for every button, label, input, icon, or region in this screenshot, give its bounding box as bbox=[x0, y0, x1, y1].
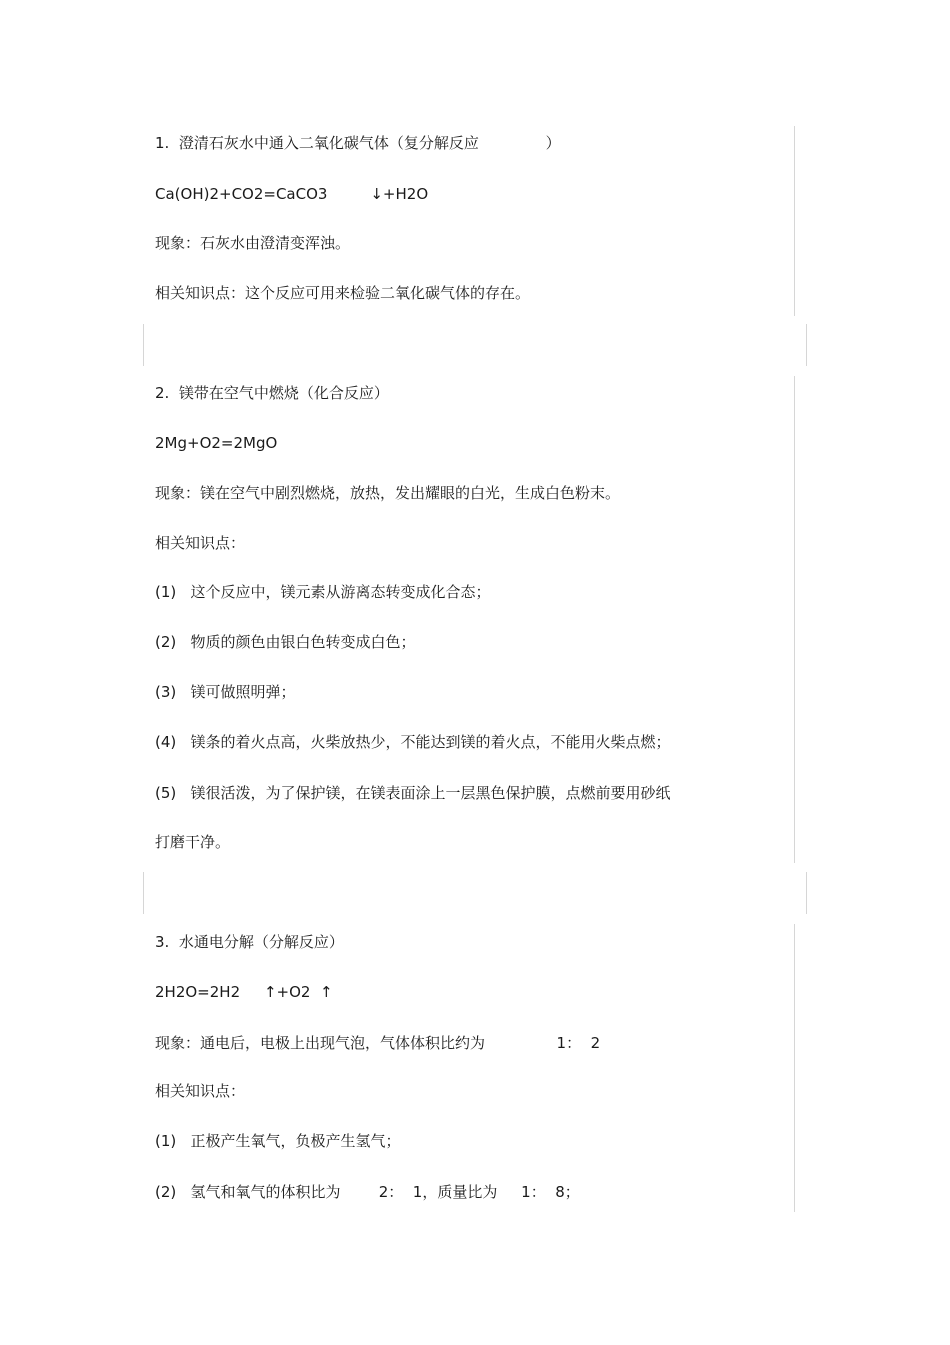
section-heading: 3. 水通电分解（分解反应） bbox=[155, 933, 344, 951]
knowledge-label: 相关知识点： bbox=[155, 534, 246, 552]
gap-right-border bbox=[806, 872, 807, 914]
knowledge-label: 相关知识点： bbox=[155, 1082, 246, 1100]
knowledge-item: (3) 镁可做照明弹； bbox=[155, 683, 296, 701]
gap-left-border bbox=[143, 872, 144, 914]
gap-left-border bbox=[143, 324, 144, 366]
page-right-border bbox=[794, 376, 795, 863]
section-heading: 1. 澄清石灰水中通入二氧化碳气体（复分解反应 ） bbox=[155, 134, 561, 152]
knowledge-item: (2) 氢气和氧气的体积比为 2： 1，质量比为 1： 8； bbox=[155, 1183, 580, 1201]
phenomenon-text: 现象：通电后，电极上出现气泡，气体体积比约为 1： 2 bbox=[155, 1034, 601, 1052]
chemical-equation: 2H2O=2H2 ↑+O2 ↑ bbox=[155, 983, 333, 1001]
page-right-border bbox=[794, 126, 795, 316]
page-gap bbox=[143, 872, 807, 914]
phenomenon-text: 现象：镁在空气中剧烈燃烧，放热，发出耀眼的白光，生成白色粉末。 bbox=[155, 484, 621, 502]
knowledge-item-continuation: 打磨干净。 bbox=[155, 833, 231, 851]
gap-right-border bbox=[806, 324, 807, 366]
knowledge-item: (1) 正极产生氧气，负极产生氢气； bbox=[155, 1132, 401, 1150]
phenomenon-text: 现象：石灰水由澄清变浑浊。 bbox=[155, 234, 351, 252]
section-heading: 2. 镁带在空气中燃烧（化合反应） bbox=[155, 384, 389, 402]
page-gap bbox=[143, 324, 807, 366]
knowledge-item: (2) 物质的颜色由银白色转变成白色； bbox=[155, 633, 416, 651]
knowledge-item: (4) 镁条的着火点高，火柴放热少，不能达到镁的着火点，不能用火柴点燃； bbox=[155, 733, 671, 751]
chemical-equation: Ca(OH)2+CO2=CaCO3 ↓+H2O bbox=[155, 185, 429, 203]
chemical-equation: 2Mg+O2=2MgO bbox=[155, 434, 278, 452]
knowledge-item: (1) 这个反应中，镁元素从游离态转变成化合态； bbox=[155, 583, 491, 601]
page-right-border bbox=[794, 924, 795, 1212]
knowledge-item: (5) 镁很活泼，为了保护镁，在镁表面涂上一层黑色保护膜，点燃前要用砂纸 bbox=[155, 784, 671, 802]
knowledge-text: 相关知识点：这个反应可用来检验二氧化碳气体的存在。 bbox=[155, 284, 531, 302]
